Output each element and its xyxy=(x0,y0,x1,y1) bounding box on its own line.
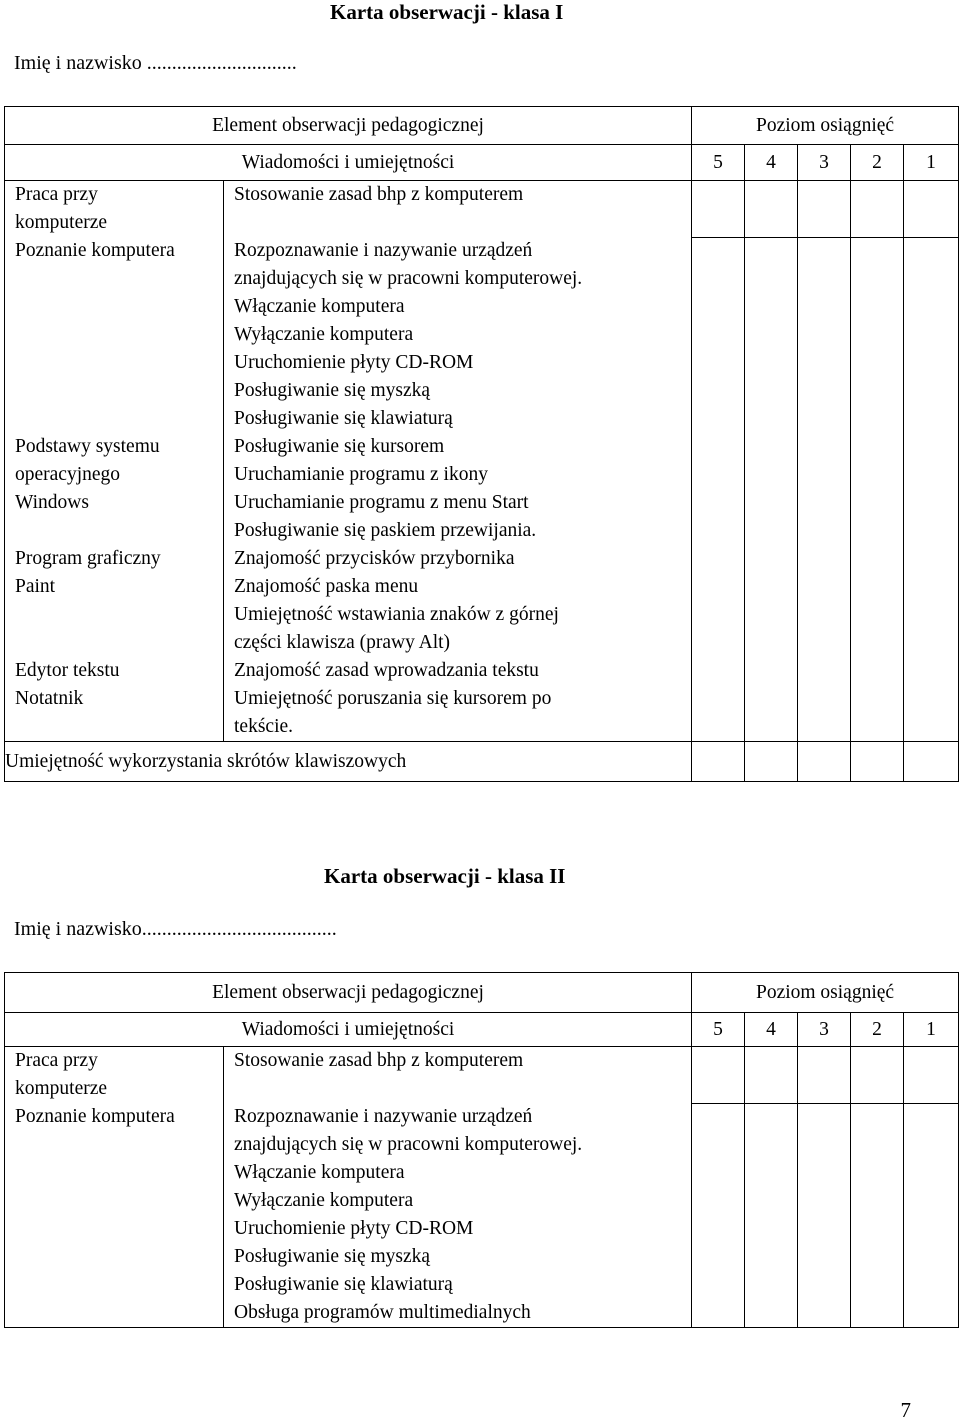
level-2-cell[interactable] xyxy=(851,742,904,782)
level-1-label: 1 xyxy=(904,1013,959,1047)
observation-item: Uruchomienie płyty CD-ROM xyxy=(234,352,474,373)
level-5-cell[interactable] xyxy=(692,181,745,742)
observation-item: tekście. xyxy=(234,716,294,737)
category-label: Podstawy systemu xyxy=(15,436,160,457)
category-label: Praca przy xyxy=(15,184,98,205)
level-2-cell[interactable] xyxy=(851,181,904,742)
level-header: Poziom osiągnięć xyxy=(692,973,959,1013)
observation-item: Rozpoznawanie i nazywanie urządzeń xyxy=(234,1106,533,1127)
level-1-label: 1 xyxy=(904,145,959,181)
observation-item: Wyłączanie komputera xyxy=(234,1190,414,1211)
category-label: komputerze xyxy=(15,212,108,233)
observation-item: Rozpoznawanie i nazywanie urządzeń xyxy=(234,240,533,261)
element-header: Element obserwacji pedagogicznej xyxy=(5,973,692,1013)
level-2-cell[interactable] xyxy=(851,1047,904,1328)
level-1-cell[interactable] xyxy=(904,181,959,742)
observation-item: Posługiwanie się myszką xyxy=(234,1246,431,1267)
level-3-cell[interactable] xyxy=(798,742,851,782)
level-5-label: 5 xyxy=(692,145,745,181)
knowledge-subheader: Wiadomości i umiejętności xyxy=(5,1013,692,1047)
category-column xyxy=(5,181,224,742)
level-1-cell[interactable] xyxy=(904,742,959,782)
observation-item: Posługiwanie się myszką xyxy=(234,380,431,401)
category-label: Poznanie komputera xyxy=(15,1106,175,1127)
level-4-label: 4 xyxy=(745,145,798,181)
element-header: Element obserwacji pedagogicznej xyxy=(5,107,692,145)
observation-item: Znajomość zasad wprowadzania tekstu xyxy=(234,660,539,681)
level-2-label: 2 xyxy=(851,145,904,181)
card2-title: Karta obserwacji - klasa II xyxy=(324,864,566,888)
observation-item: Stosowanie zasad bhp z komputerem xyxy=(234,184,524,205)
category-label: Praca przy xyxy=(15,1050,98,1071)
category-label: komputerze xyxy=(15,1078,108,1099)
observation-item: Umiejętność poruszania się kursorem po xyxy=(234,688,552,709)
items-column xyxy=(224,181,692,742)
page-number: 7 xyxy=(900,1398,911,1422)
card1-title: Karta obserwacji - klasa I xyxy=(330,0,564,24)
category-label: operacyjnego xyxy=(15,464,121,485)
level-4-label: 4 xyxy=(745,1013,798,1047)
observation-item: Posługiwanie się paskiem przewijania. xyxy=(234,520,537,541)
card2-name-field: Imię i nazwisko....................................... xyxy=(14,918,337,940)
observation-item-shortcuts: Umiejętność wykorzystania skrótów klawiszowych xyxy=(5,742,692,782)
level-3-cell[interactable] xyxy=(798,181,851,742)
observation-item: Stosowanie zasad bhp z komputerem xyxy=(234,1050,524,1071)
level-5-cell[interactable] xyxy=(692,1047,745,1328)
card1-table xyxy=(4,106,959,782)
category-label: Paint xyxy=(15,576,56,597)
level-2-label: 2 xyxy=(851,1013,904,1047)
level-3-label: 3 xyxy=(798,145,851,181)
items-column xyxy=(224,1047,692,1328)
observation-item: Obsługa programów multimedialnych xyxy=(234,1302,531,1323)
level-5-cell[interactable] xyxy=(692,742,745,782)
observation-item: Znajomość przycisków przybornika xyxy=(234,548,515,569)
observation-item: znajdujących się w pracowni komputerowej. xyxy=(234,268,583,289)
category-label: Program graficzny xyxy=(15,548,161,569)
observation-item: Uruchomienie płyty CD-ROM xyxy=(234,1218,474,1239)
level-1-cell[interactable] xyxy=(904,1047,959,1328)
category-label: Poznanie komputera xyxy=(15,240,175,261)
observation-item xyxy=(234,1075,691,1103)
observation-item: Włączanie komputera xyxy=(234,1162,405,1183)
observation-item xyxy=(234,209,691,237)
category-column xyxy=(5,1047,224,1328)
category-label: Notatnik xyxy=(15,688,84,709)
observation-item: Posługiwanie się klawiaturą xyxy=(234,408,453,429)
category-label: Edytor tekstu xyxy=(15,660,120,681)
observation-item: Uruchamianie programu z menu Start xyxy=(234,492,529,513)
observation-item: znajdujących się w pracowni komputerowej. xyxy=(234,1134,583,1155)
observation-item: Posługiwanie się klawiaturą xyxy=(234,1274,453,1295)
observation-item: Uruchamianie programu z ikony xyxy=(234,464,488,485)
observation-item: części klawisza (prawy Alt) xyxy=(234,632,451,653)
level-4-cell[interactable] xyxy=(745,1047,798,1328)
card2-table xyxy=(4,972,959,1328)
knowledge-subheader: Wiadomości i umiejętności xyxy=(5,145,692,181)
observation-item: Wyłączanie komputera xyxy=(234,324,414,345)
observation-item: Posługiwanie się kursorem xyxy=(234,436,445,457)
observation-item: Znajomość paska menu xyxy=(234,576,419,597)
level-3-label: 3 xyxy=(798,1013,851,1047)
category-label: Windows xyxy=(15,492,89,513)
level-4-cell[interactable] xyxy=(745,181,798,742)
level-5-label: 5 xyxy=(692,1013,745,1047)
level-header: Poziom osiągnięć xyxy=(692,107,959,145)
observation-item: Włączanie komputera xyxy=(234,296,405,317)
level-3-cell[interactable] xyxy=(798,1047,851,1328)
observation-item: Umiejętność wstawiania znaków z górnej xyxy=(234,604,559,625)
card1-name-field: Imię i nazwisko .............................. xyxy=(14,52,297,74)
level-4-cell[interactable] xyxy=(745,742,798,782)
